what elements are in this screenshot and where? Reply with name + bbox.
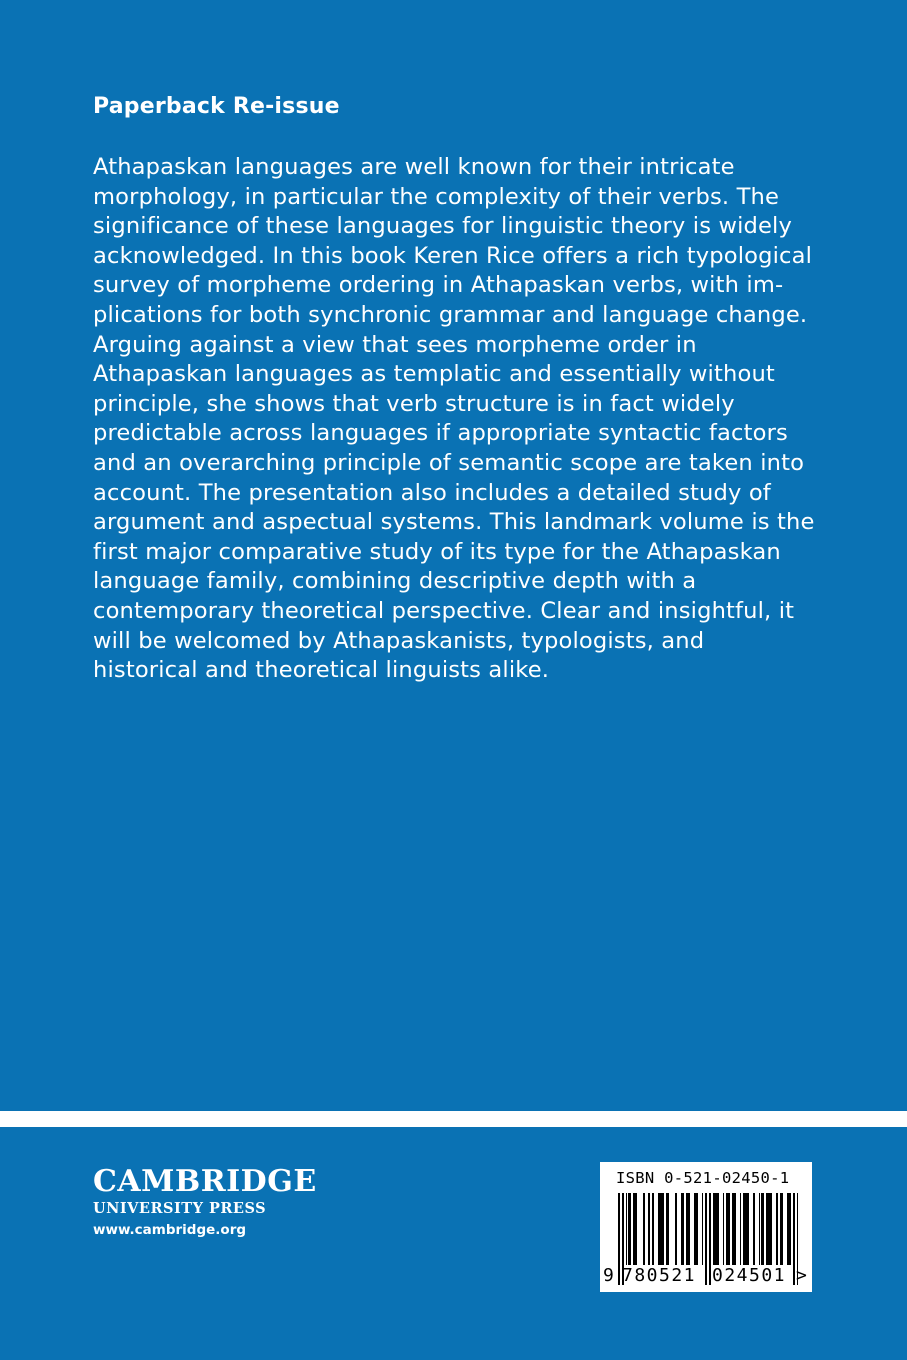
description-line: predictable across languages if appropriate syntactic factors	[93, 420, 788, 447]
barcode-bar	[688, 1193, 690, 1265]
description-line: significance of these languages for linguistic theory is widely	[93, 213, 792, 240]
publisher-subtitle: UNIVERSITY PRESS	[93, 1200, 267, 1217]
barcode-left-digits: 780521	[622, 1265, 697, 1286]
barcode-right-digits: 024501	[712, 1265, 787, 1286]
description-line: morphology, in particular the complexity of their verbs. The	[93, 183, 780, 210]
description-line: plications for both synchronic grammar and language change.	[93, 301, 808, 328]
description-line: will be welcomed by Athapaskanists, typologists, and	[93, 627, 705, 654]
barcode-bar	[793, 1193, 795, 1285]
barcode-end-mark: >	[796, 1265, 807, 1286]
barcode-bar	[740, 1193, 742, 1265]
isbn-label: ISBN 0-521-02450-1	[616, 1169, 790, 1187]
barcode-bar	[705, 1193, 707, 1285]
barcode-bar	[709, 1193, 711, 1285]
barcode-bar	[618, 1193, 620, 1285]
publisher-name: CAMBRIDGE	[93, 1164, 317, 1199]
barcode-bar	[781, 1193, 783, 1265]
description-line: account. The presentation also includes a detailed study of	[93, 479, 771, 506]
barcode-bar	[702, 1193, 704, 1265]
barcode-bar	[776, 1193, 778, 1265]
publisher-url: www.cambridge.org	[93, 1222, 247, 1238]
description-line: language family, combining descriptive depth with a	[93, 568, 697, 595]
barcode-bar	[762, 1193, 764, 1265]
description-line: principle, she shows that verb structure is in fact widely	[93, 390, 735, 417]
barcode-bar	[675, 1193, 677, 1265]
barcode-bar	[662, 1193, 664, 1265]
isbn-barcode-panel	[600, 1162, 812, 1292]
description-line: acknowledged. In this book Keren Rice offers a rich typological	[93, 242, 813, 269]
barcode-bar	[728, 1193, 730, 1265]
heading-paperback-reissue: Paperback Re-issue	[93, 94, 340, 119]
description-line: argument and aspectual systems. This landmark volume is the	[93, 509, 815, 536]
description-line: survey of morpheme ordering in Athapaskan verbs, with im-	[93, 272, 784, 299]
description-line: Athapaskan languages as templatic and essentially without	[93, 361, 775, 388]
publisher-logo	[93, 1165, 317, 1240]
divider-band	[0, 1111, 907, 1127]
barcode-bar	[629, 1193, 631, 1265]
barcode-bar	[770, 1193, 772, 1265]
barcode-bar	[667, 1193, 669, 1265]
description-line: first major comparative study of its type for the Athapaskan	[93, 538, 781, 565]
barcode-bar	[652, 1193, 654, 1265]
barcode-bar	[696, 1193, 698, 1265]
barcode-lead-digit: 9	[603, 1265, 614, 1286]
barcode-bar	[643, 1193, 645, 1265]
barcode-bar	[717, 1193, 719, 1265]
description-line: Arguing against a view that sees morpheme order in	[93, 331, 697, 358]
book-description	[93, 153, 863, 686]
barcode-bar	[635, 1193, 637, 1265]
barcode-bar	[753, 1193, 755, 1265]
description-line: Athapaskan languages are well known for their intricate	[93, 154, 735, 180]
barcode-bar	[683, 1193, 685, 1265]
barcode-bar	[789, 1193, 791, 1265]
description-line: historical and theoretical linguists alike.	[93, 657, 550, 684]
barcode-bar	[648, 1193, 650, 1265]
barcode-bar	[747, 1193, 749, 1265]
description-line: contemporary theoretical perspective. Clear and insightful, it	[93, 597, 795, 624]
barcode-bar	[723, 1193, 725, 1265]
barcode-bar	[734, 1193, 736, 1265]
description-line: and an overarching principle of semantic scope are taken into	[93, 449, 805, 476]
